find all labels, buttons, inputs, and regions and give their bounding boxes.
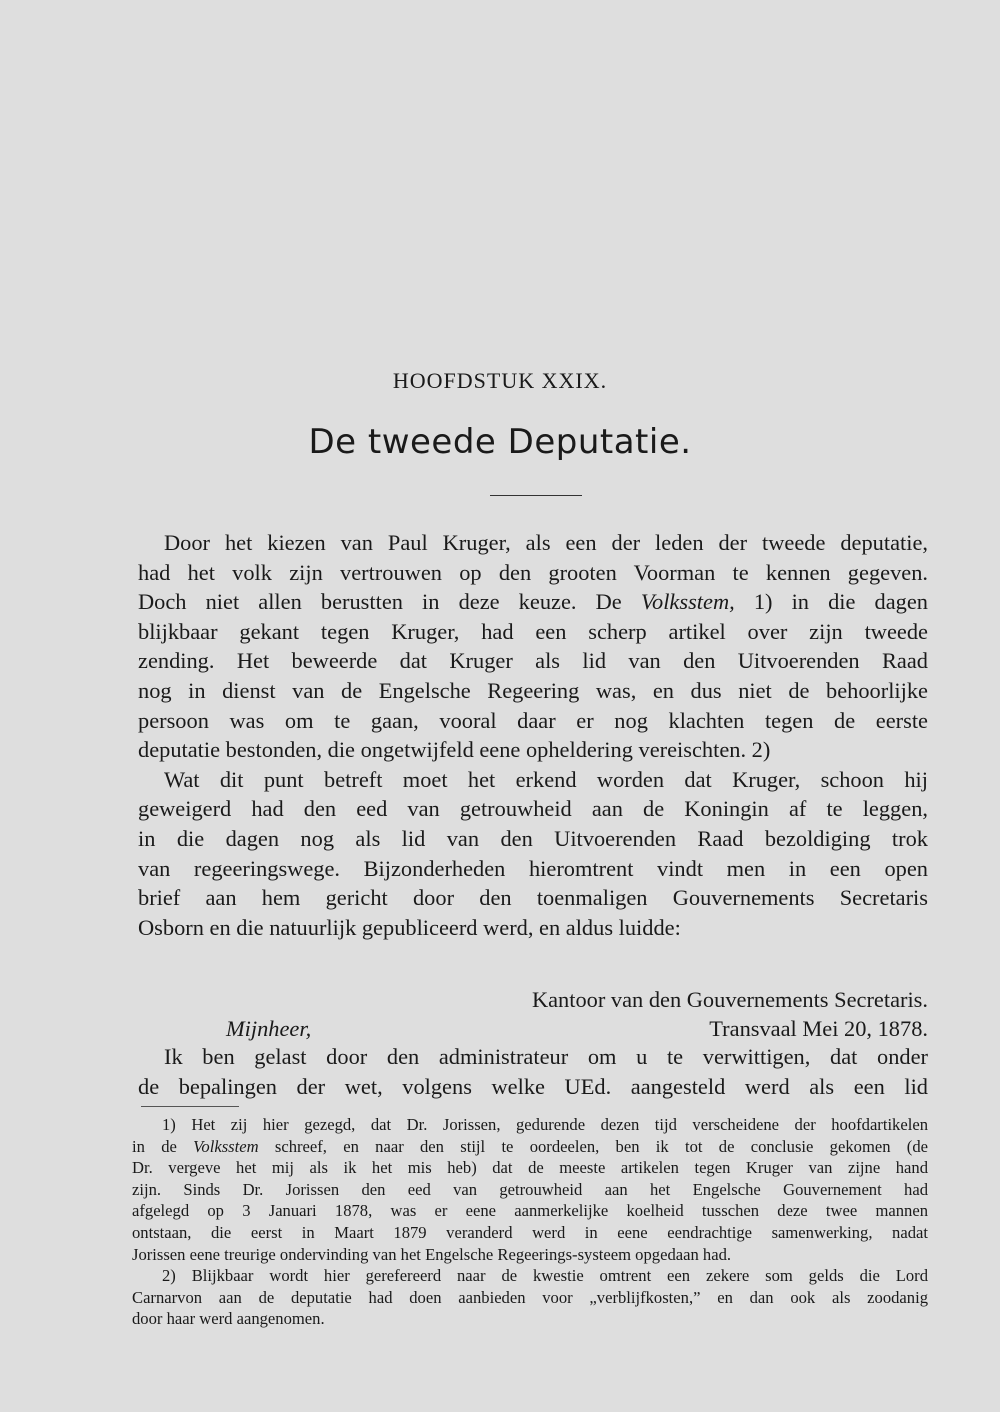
footnote-line: afgelegd op 3 Januari 1878, was er eene aanmerkelijke koelheid tusschen deze twee mannen: [132, 1201, 928, 1221]
text-line: Osborn en die natuurlijk gepubliceerd werd, en aldus luidde:: [138, 914, 681, 940]
text-line: zending. Het beweerde dat Kruger als lid van den Uitvoerenden Raad: [138, 648, 928, 674]
salutation: Mijnheer,: [226, 1016, 312, 1041]
text-line: Ik ben gelast door den administrateur om u te verwittigen, dat onder: [164, 1044, 928, 1069]
text-line: persoon was om te gaan, vooral daar er nog klachten tegen de eerste: [138, 707, 928, 733]
footnote-line: 2) Blijkbaar wordt hier gerefereerd naar de kwestie omtrent een zekere som gelds die Lord: [162, 1266, 928, 1286]
text-line: nog in dienst van de Engelsche Regeering was, en dus niet de behoorlijke: [138, 677, 928, 703]
text-line: Wat dit punt betreft moet het erkend worden dat Kruger, schoon hij: [164, 766, 928, 792]
office-name: Kantoor van den Gouvernements Secretaris.: [531, 987, 928, 1012]
footnote-line: Jorissen eene treurige ondervinding van het Engelsche Regeerings-systeem opgedaan had.: [132, 1244, 732, 1264]
text-line: deputatie bestonden, die ongetwijfeld eene opheldering vereischten. 2): [138, 737, 771, 763]
newspaper-name: Volksstem,: [640, 589, 735, 615]
footnote-divider: [141, 1106, 239, 1107]
text-span: 1) in die dagen: [734, 589, 929, 615]
footnote-line: 1) Het zij hier gezegd, dat Dr. Jorissen, gedurende dezen tijd verscheidene der hoofdartikelen: [162, 1115, 928, 1134]
text-line: blijkbaar gekant tegen Kruger, had een scherp artikel over zijn tweede: [138, 618, 928, 644]
page-title: De tweede Deputatie.: [308, 422, 692, 462]
text-line: had het volk zijn vertrouwen op den grooten Voorman te kennen gegeven.: [138, 559, 928, 585]
salutation-row: [138, 1014, 928, 1043]
footnote-line: Dr. vergeve het mij als ik het mis heb) dat de meeste artikelen tegen Kruger van zijne hand: [132, 1158, 928, 1178]
footnotes: [132, 1114, 928, 1330]
text-line: geweigerd had den eed van getrouwheid aan de Koningin af te leggen,: [138, 796, 928, 822]
place-date: Transvaal Mei 20, 1878.: [709, 1016, 928, 1041]
letter-body: [138, 1042, 928, 1101]
chapter-heading: HOOFDSTUK XXIX.: [392, 368, 608, 393]
text-line: brief aan hem gericht door den toenmaligen Gouvernements Secretaris: [138, 885, 928, 911]
text-span: Doch niet allen berustten in deze keuze. De: [138, 589, 641, 615]
text-span: in de: [132, 1136, 194, 1156]
text-line: Door het kiezen van Paul Kruger, als een der leden der tweede deputatie,: [164, 530, 928, 555]
footnote-line: ontstaan, die eerst in Maart 1879 veranderd werd in eene eendrachtige samenwerking, nadat: [132, 1222, 928, 1242]
text-span: schreef, en naar den stijl te oordeelen, ben ik tot de conclusie gekomen (de: [274, 1136, 928, 1156]
text-line: van regeeringswege. Bijzonderheden hieromtrent vindt men in een open: [138, 855, 928, 881]
footnote-line: door haar werd aangenomen.: [132, 1309, 325, 1329]
newspaper-name: Volksstem: [193, 1136, 259, 1156]
footnote-line: [132, 1136, 928, 1158]
footnote-line: zijn. Sinds Dr. Jorissen den eed van getrouwheid aan het Engelsche Gouvernement had: [132, 1179, 928, 1199]
text-line: de bepalingen der wet, volgens welke UEd. aangesteld werd als een lid: [138, 1073, 928, 1099]
text-line: in die dagen nog als lid van den Uitvoerenden Raad bezoldiging trok: [138, 825, 928, 851]
footnote-line: Carnarvon aan de deputatie had doen aanbieden voor „verblijfkosten,” en dan ook als zoodanig: [132, 1287, 928, 1307]
title-divider: [490, 495, 582, 496]
text-line: [138, 587, 928, 617]
body-text: [138, 528, 928, 942]
letter-header: [138, 985, 928, 1043]
